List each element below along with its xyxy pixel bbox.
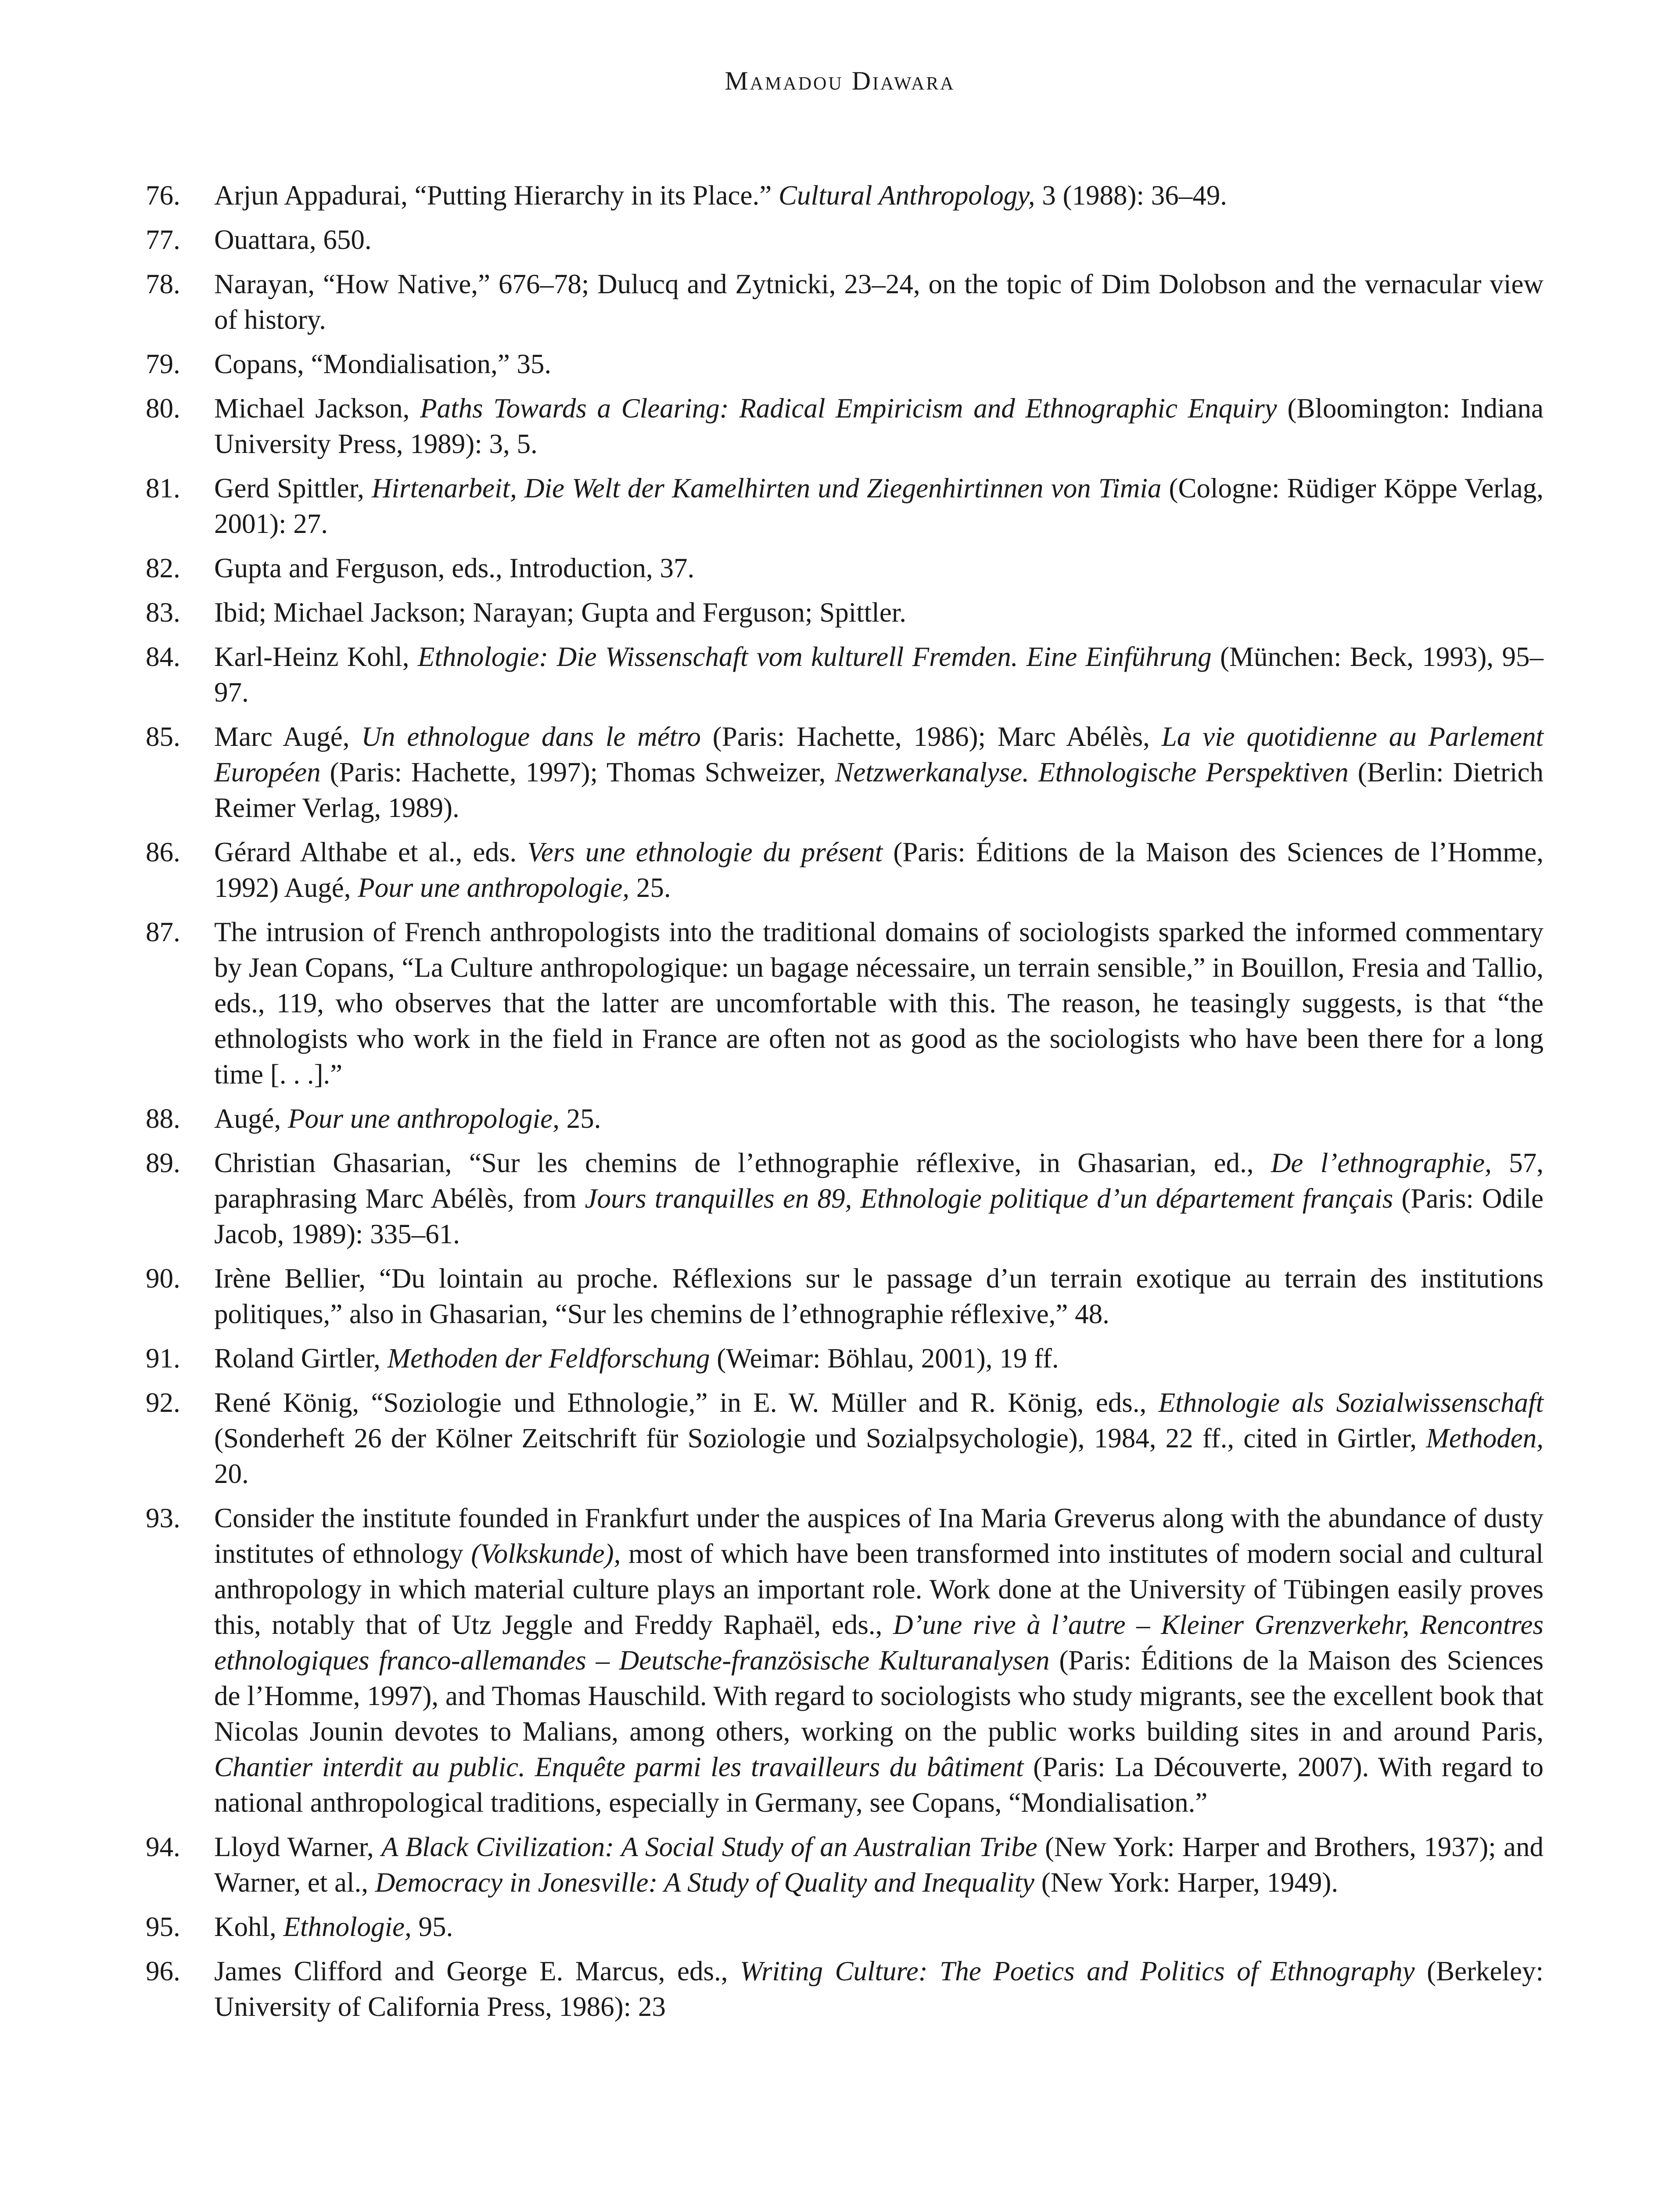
endnote-number: 94. — [146, 1832, 180, 1862]
endnote-text-run: (New York: Harper, 1949). — [1034, 1867, 1339, 1898]
endnote-title-italic: Un ethnologue dans le métro — [361, 721, 701, 752]
endnote-text-run: (Paris: Hachette, 1986); Marc Abélès, — [700, 721, 1162, 752]
endnote-title-italic: D’une rive à l’autre – Kleiner Grenzverkehr, Rencontres ethnologiques franco-allemandes – Deutsche-französische Kulturanalysen — [214, 1609, 1544, 1676]
endnote-text-run: 25. — [559, 1103, 601, 1134]
endnote-text-run: (Paris: Odile Jacob, 1989): 335–61. — [214, 1183, 1544, 1249]
endnote-text-run: Christian Ghasarian, “Sur les chemins de l’ethnographie réflexive, in Ghasarian, ed., — [214, 1148, 1271, 1178]
endnote-text — [214, 917, 1544, 1090]
endnote-text-run: 95. — [411, 1911, 453, 1942]
endnote-number: 79. — [146, 349, 180, 379]
endnote-title-italic: A Black Civilization: A Social Study of an Australian Tribe — [381, 1832, 1037, 1862]
endnote-text — [214, 1387, 1544, 1489]
endnote-number: 78. — [146, 269, 180, 299]
endnote-text-run: most of which have been transformed into institutes of modern social and cultural anthropology in which material culture plays an important role. Work done at the University of Tübingen easily proves this, notably that of Utz Jeggle and Freddy Raphaël, eds., — [214, 1538, 1544, 1640]
endnote-title-italic: Democracy in Jonesville: A Study of Quality and Inequality — [375, 1867, 1034, 1898]
endnote-text — [214, 1343, 1059, 1374]
endnote-text — [214, 1956, 1544, 2022]
endnote-title-italic: Methoden, — [1426, 1423, 1544, 1454]
endnote-text-run: (Paris: Hachette, 1997); Thomas Schweizer, — [320, 757, 835, 788]
endnote-text-run: Consider the institute founded in Frankfurt under the auspices of Ina Maria Greverus along with the abundance of dusty institutes of ethnology — [214, 1503, 1544, 1569]
endnote-text-run: Gupta and Ferguson, eds., Introduction, 37. — [214, 553, 695, 583]
endnote-title-italic: Methoden der Feldforschung — [387, 1343, 710, 1374]
endnote — [146, 595, 1544, 630]
endnote-title-italic: Chantier interdit au public. Enquête parmi les travailleurs du bâtiment — [214, 1752, 1024, 1782]
endnote-number: 93. — [146, 1503, 180, 1533]
endnote — [146, 835, 1544, 906]
endnote-title-italic: Writing Culture: The Poetics and Politics of Ethnography — [739, 1956, 1415, 1986]
endnote-text-run: Karl-Heinz Kohl, — [214, 641, 418, 672]
endnote-text-run: James Clifford and George E. Marcus, eds., — [214, 1956, 740, 1986]
endnote-text-run: Ibid; Michael Jackson; Narayan; Gupta and Ferguson; Spittler. — [214, 597, 907, 628]
endnote — [146, 719, 1544, 826]
endnote-number: 86. — [146, 837, 180, 867]
endnote-title-italic: La vie quotidienne au Parlement Européen — [214, 721, 1544, 788]
endnote-text — [214, 1103, 601, 1134]
endnote-text-run: (Sonderheft 26 der Kölner Zeitschrift für Soziologie und Sozialpsychologie), 1984, 22 ff., cited in Girtler, — [214, 1423, 1426, 1454]
endnote — [146, 1501, 1544, 1821]
endnote-text — [214, 597, 906, 628]
endnote-text-run: Augé, — [214, 1103, 288, 1134]
endnote-text-run: Lloyd Warner, — [214, 1832, 381, 1862]
endnote-text-run: Arjun Appadurai, “Putting Hierarchy in its Place.” — [214, 180, 779, 211]
endnote-number: 89. — [146, 1148, 180, 1178]
endnote-title-italic: Ethnologie: Die Wissenschaft vom kulturell Fremden. Eine Einführung — [417, 641, 1212, 672]
endnote-text — [214, 837, 1544, 903]
endnote-title-italic: Ethnologie, — [283, 1911, 412, 1942]
endnote-text-run: (Paris: Éditions de la Maison des Sciences de l’Homme, 1992) Augé, — [214, 837, 1544, 903]
endnote-number: 85. — [146, 721, 180, 752]
endnote — [146, 1829, 1544, 1900]
endnote-text — [214, 269, 1544, 335]
endnote-number: 76. — [146, 180, 180, 211]
endnote-title-italic: Pour une anthropologie, — [358, 872, 630, 903]
endnote-text-run: Gerd Spittler, — [214, 473, 372, 504]
endnote — [146, 551, 1544, 586]
endnote-number: 84. — [146, 641, 180, 672]
endnote-text-run: Roland Girtler, — [214, 1343, 388, 1374]
endnote — [146, 1261, 1544, 1332]
endnote-number: 83. — [146, 597, 180, 628]
endnote — [146, 178, 1544, 213]
endnote-title-italic: Cultural Anthropology, — [778, 180, 1035, 211]
endnote-text-run: (Berlin: Dietrich Reimer Verlag, 1989). — [214, 757, 1544, 823]
endnote-text — [214, 349, 551, 379]
endnote-title-italic: Pour une anthropologie, — [287, 1103, 560, 1134]
endnote-text-run: Narayan, “How Native,” 676–78; Dulucq and Zytnicki, 23–24, on the topic of Dim Dolobson and the vernacular view of history. — [214, 269, 1544, 335]
endnote-text — [214, 224, 372, 255]
endnote-text-run: Copans, “Mondialisation,” 35. — [214, 349, 552, 379]
endnote-text-run: Irène Bellier, “Du lointain au proche. Réflexions sur le passage d’un terrain exotique au terrain des institutions politiques,” also in Ghasarian, “Sur les chemins de l’ethnographie réflexive,” 48. — [214, 1263, 1544, 1329]
endnote-text — [214, 1503, 1544, 1818]
endnote — [146, 391, 1544, 462]
endnote-number: 80. — [146, 393, 180, 424]
endnote — [146, 471, 1544, 542]
endnote-number: 88. — [146, 1103, 180, 1134]
endnote-title-italic: Hirtenarbeit, Die Welt der Kamelhirten und Ziegenhirtinnen von Timia — [372, 473, 1162, 504]
endnote-title-italic: (Volkskunde), — [471, 1538, 621, 1569]
endnote-text-run: (Cologne: Rüdiger Köppe Verlag, 2001): 27. — [214, 473, 1544, 539]
endnote-number: 91. — [146, 1343, 180, 1374]
endnote-title-italic: Netzwerkanalyse. Ethnologische Perspektiven — [835, 757, 1349, 788]
endnote-text — [214, 1263, 1544, 1329]
endnote — [146, 1341, 1544, 1376]
endnote-text-run: Michael Jackson, — [214, 393, 420, 424]
endnote — [146, 222, 1544, 258]
endnote — [146, 1385, 1544, 1492]
endnote-title-italic: Jours tranquilles en 89, Ethnologie politique d’un département français — [585, 1183, 1393, 1214]
endnote-text — [214, 1911, 453, 1942]
endnote-text — [214, 180, 1227, 211]
endnote-number: 87. — [146, 917, 180, 947]
endnote — [146, 639, 1544, 710]
endnote-text-run: Gérard Althabe et al., eds. — [214, 837, 528, 867]
endnote — [146, 346, 1544, 382]
endnote-text — [214, 1832, 1544, 1898]
endnote-number: 95. — [146, 1911, 180, 1942]
endnote-text-run: 3 (1988): 36–49. — [1035, 180, 1227, 211]
endnote-title-italic: Paths Towards a Clearing: Radical Empiricism and Ethnographic Enquiry — [420, 393, 1277, 424]
endnote-text-run: Ouattara, 650. — [214, 224, 372, 255]
endnote-text-run: (Paris: Éditions de la Maison des Sciences de l’Homme, 1997), and Thomas Hauschild. With regard to sociologists who study migrants, see the excellent book that Nicolas Jounin devotes to Malians, among others, working on the public works building sites in and around Paris, — [214, 1645, 1544, 1747]
endnote-text-run: (Bloomington: Indiana University Press, 1989): 3, 5. — [214, 393, 1544, 459]
endnote-text — [214, 393, 1544, 459]
endnote-text-run: Kohl, — [214, 1911, 284, 1942]
endnote — [146, 1145, 1544, 1252]
endnote-title-italic: Ethnologie als Sozialwissenschaft — [1158, 1387, 1544, 1418]
endnote-text — [214, 473, 1544, 539]
endnote — [146, 914, 1544, 1092]
endnotes-list — [146, 178, 1544, 2025]
endnote — [146, 1101, 1544, 1137]
endnote-text-run: Marc Augé, — [214, 721, 362, 752]
endnote-number: 82. — [146, 553, 180, 583]
endnote-number: 81. — [146, 473, 180, 504]
endnote-number: 92. — [146, 1387, 180, 1418]
endnote-title-italic: De l’ethnographie, — [1271, 1148, 1492, 1178]
endnote-text — [214, 721, 1544, 823]
endnote-text-run: (Berkeley: University of California Press, 1986): 23 — [214, 1956, 1544, 2022]
endnote-text-run: (München: Beck, 1993), 95–97. — [214, 641, 1544, 708]
endnote-title-italic: Vers une ethnologie du présent — [527, 837, 883, 867]
endnote-number: 77. — [146, 224, 180, 255]
endnote-text-run: (Paris: La Découverte, 2007). With regard to national anthropological traditions, especially in Germany, see Copans, “Mondialisation.” — [214, 1752, 1544, 1818]
endnote-text-run: (New York: Harper and Brothers, 1937); and Warner, et al., — [214, 1832, 1544, 1898]
endnote — [146, 1954, 1544, 2025]
endnote-text — [214, 641, 1544, 708]
running-head: Mamadou Diawara — [725, 66, 955, 95]
endnote-text-run: 57, paraphrasing Marc Abélès, from — [214, 1148, 1544, 1214]
endnote-text-run: 25. — [629, 872, 671, 903]
endnote-text-run: The intrusion of French anthropologists into the traditional domains of sociologists sparked the informed commentary by Jean Copans, “La Culture anthropologique: un bagage nécessaire, un terrain sensible,” in Bouillon, Fresia and Tallio, eds., 119, who observes that the latter are uncomfortable with this. The reason, he teasingly suggests, is that “the ethnologists who work in the field in France are often not as good as the sociologists who have been there for a long time [. . .].” — [214, 917, 1544, 1090]
endnote-text-run: (Weimar: Böhlau, 2001), 19 ff. — [710, 1343, 1059, 1374]
endnote-text-run: 20. — [214, 1458, 249, 1489]
endnote-text-run: René König, “Soziologie und Ethnologie,” in E. W. Müller and R. König, eds., — [214, 1387, 1159, 1418]
endnote-number: 96. — [146, 1956, 180, 1986]
endnote-number: 90. — [146, 1263, 180, 1294]
endnote — [146, 1909, 1544, 1945]
endnote — [146, 266, 1544, 338]
endnote-text — [214, 1148, 1544, 1249]
endnote-text — [214, 553, 694, 583]
